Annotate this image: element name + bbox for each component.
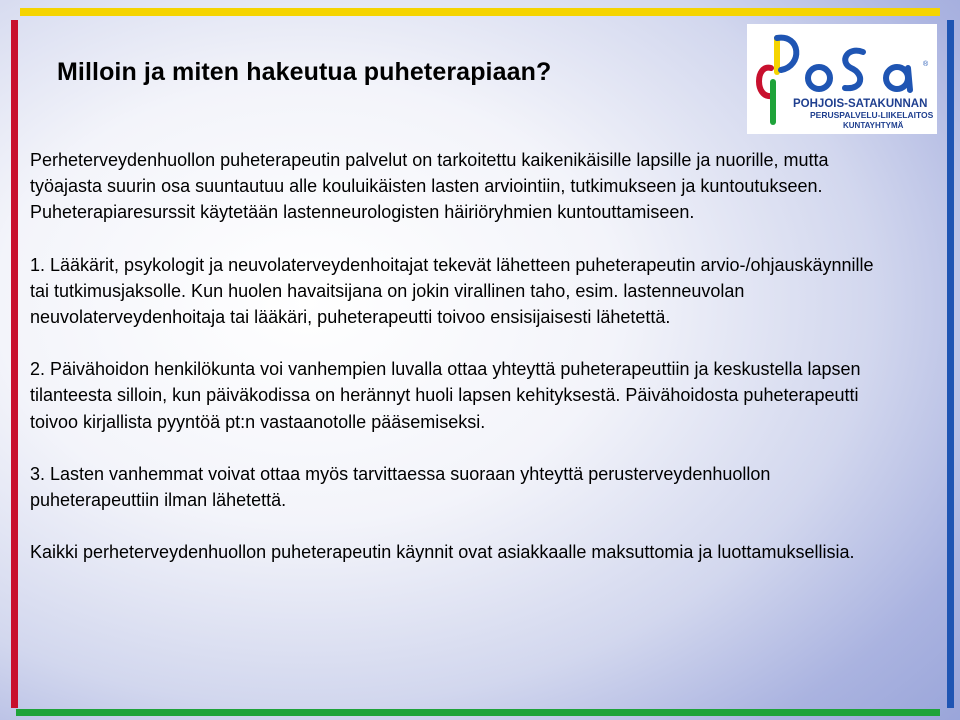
paragraph-point-2: 2. Päivähoidon henkilökunta voi vanhempien luvalla ottaa yhteyttä puheterapeuttiin ja keskustella lapsen tilanteesta silloin, kun päiväkodissa on herännyt huoli lapsen kehityksestä. Päivähoidosta puheterapeutti toivoo kirjallista pyyntöä pt:n vastaanotolle pääsemiseksi. (30, 359, 861, 432)
top-accent-bar (20, 8, 940, 16)
slide-body (30, 147, 880, 591)
left-accent-bar (11, 20, 18, 708)
paragraph-intro: Perheterveydenhuollon puheterapeutin palvelut on tarkoitettu kaikenikäisille lapsille ja nuorille, mutta työajasta suurin osa suuntautuu alle kouluikäisten lasten arviointiin, tutkimukseen ja kuntoutukseen. Puheterapiaresurssit käytetään lastenneurologisten häiriöryhmien kuntouttamiseen. (30, 150, 829, 223)
svg-text:®: ® (923, 61, 929, 68)
paragraph-point-3: 3. Lasten vanhemmat voivat ottaa myös tarvittaessa suoraan yhteyttä perusterveydenhuollon puheterapeuttiin ilman lähetettä. (30, 463, 771, 511)
right-accent-bar (947, 20, 954, 708)
logo-line-1: POHJOIS-SATAKUNNAN (793, 98, 928, 110)
bottom-accent-bar (16, 709, 940, 716)
posa-logo-icon (747, 24, 937, 134)
logo-line-3: KUNTAYHTYMÄ (843, 121, 904, 130)
paragraph-closing: Kaikki perheterveydenhuollon puheterapeutin käynnit ovat asiakkaalle maksuttomia ja luottamuksellisia. (30, 542, 855, 563)
logo-line-2: PERUSPALVELU-LIIKELAITOS (810, 110, 934, 120)
paragraph-point-1: 1. Lääkärit, psykologit ja neuvolaterveydenhoitajat tekevät lähetteen puheterapeutin arvio-/ohjauskäynnille tai tutkimusjaksolle. Kun huolen havaitsijana on jokin virallinen taho, esim. lastenneuvolan neuvolaterveydenhoitaja tai lääkäri, puheterapeutti toivoo ensisijaisesti lähetettä. (30, 254, 874, 328)
posa-logo (747, 24, 937, 134)
slide-title: Milloin ja miten hakeutua puheterapiaan? (57, 58, 552, 86)
